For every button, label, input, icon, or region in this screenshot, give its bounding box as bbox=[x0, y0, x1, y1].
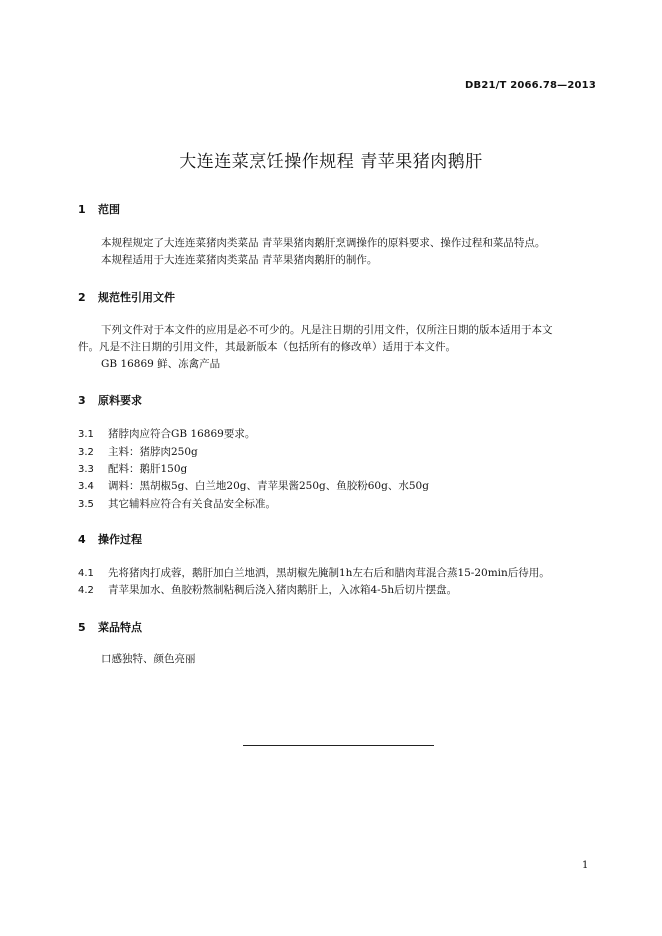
section-title: 规范性引用文件 bbox=[98, 291, 175, 304]
section-number: 1 bbox=[78, 203, 86, 216]
scope-paragraph-1: 本规程规定了大连连菜猪肉类菜品 青苹果猪肉鹅肝烹调操作的原料要求、操作过程和菜品特点。 bbox=[101, 237, 546, 249]
features-paragraph: 口感独特、颜色亮丽 bbox=[101, 653, 196, 665]
section-number: 3 bbox=[78, 394, 86, 407]
section-number: 2 bbox=[78, 291, 86, 304]
section-3-heading bbox=[78, 392, 142, 408]
list-item: 4.1 先将猪肉打成蓉，鹅肝加白兰地洒，黑胡椒先腌制1h左右后和腊肉茸混合蒸15-20min后待用。 bbox=[78, 567, 550, 579]
list-item: 4.2 青苹果加水、鱼胶粉熬制粘稠后浇入猪肉鹅肝上，入冰箱4-5h后切片摆盘。 bbox=[78, 584, 458, 596]
section-4-heading bbox=[78, 531, 142, 547]
list-item: 3.2 主料：猪脖肉250g bbox=[78, 446, 198, 458]
list-item: 3.4 调料：黑胡椒5g、白兰地20g、青苹果酱250g、鱼胶粉60g、水50g bbox=[78, 480, 429, 492]
references-paragraph-line-2: 件。凡是不注日期的引用文件，其最新版本（包括所有的修改单）适用于本文件。 bbox=[78, 341, 456, 353]
list-item: 3.1 猪脖肉应符合GB 16869要求。 bbox=[78, 428, 256, 440]
section-number: 5 bbox=[78, 621, 86, 634]
section-number: 4 bbox=[78, 533, 86, 546]
references-paragraph-line-1: 下列文件对于本文件的应用是必不可少的。凡是注日期的引用文件，仅所注日期的版本适用于本文 bbox=[101, 324, 553, 336]
reference-item: GB 16869 鲜、冻禽产品 bbox=[101, 358, 221, 370]
section-title: 原料要求 bbox=[98, 394, 142, 407]
section-2-heading bbox=[78, 289, 175, 305]
end-rule bbox=[243, 745, 434, 746]
list-item: 3.3 配料：鹅肝150g bbox=[78, 463, 188, 475]
section-title: 菜品特点 bbox=[98, 621, 142, 634]
standard-number: DB21/T 2066.78—2013 bbox=[465, 80, 596, 91]
section-1-heading bbox=[78, 201, 120, 217]
scope-paragraph-2: 本规程适用于大连连菜猪肉类菜品 青苹果猪肉鹅肝的制作。 bbox=[101, 254, 378, 266]
page-number: 1 bbox=[582, 860, 589, 871]
section-5-heading bbox=[78, 619, 142, 635]
section-title: 范围 bbox=[98, 203, 120, 216]
section-title: 操作过程 bbox=[98, 533, 142, 546]
list-item: 3.5 其它辅料应符合有关食品安全标准。 bbox=[78, 498, 276, 510]
document-title: 大连连菜烹饪操作规程 青苹果猪肉鹅肝 bbox=[179, 152, 483, 172]
